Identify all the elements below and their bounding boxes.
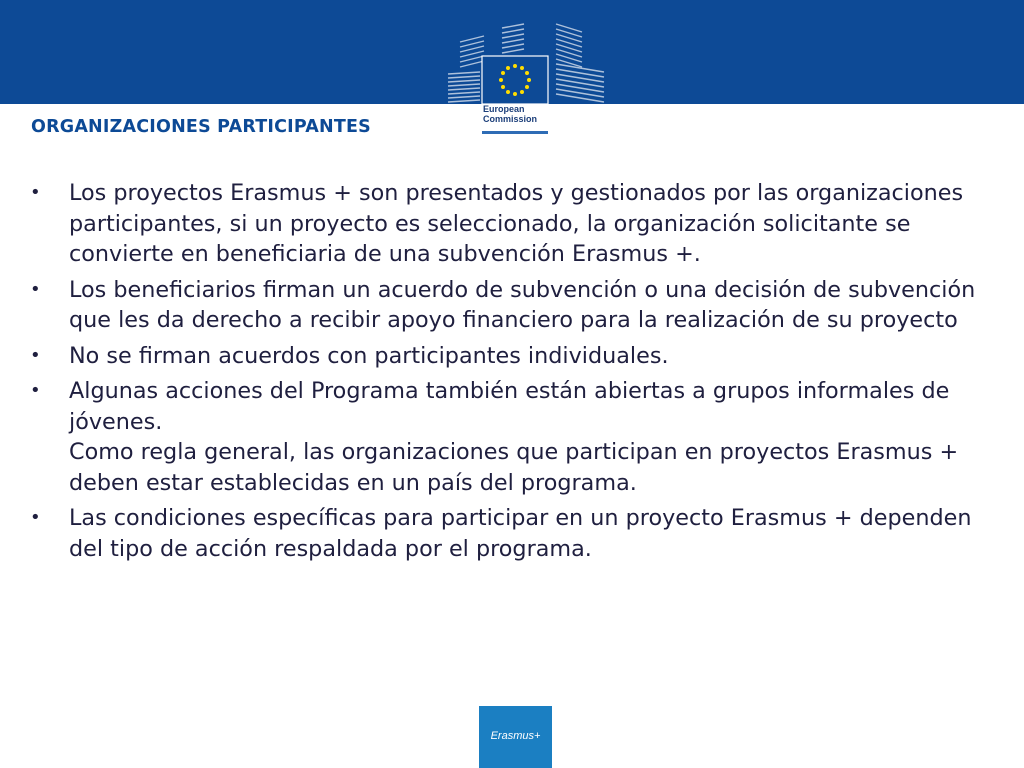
building-flag-icon [444, 22, 608, 104]
bullet-item [30, 178, 1000, 270]
bullet-dot-icon: • [30, 278, 41, 300]
slide-title: ORGANIZACIONES PARTICIPANTES [31, 117, 371, 137]
erasmus-plus-badge [479, 706, 552, 768]
european-commission-logo [444, 22, 608, 142]
bullet-list [30, 178, 1000, 569]
bullet-continuation-text: Como regla general, las organizaciones que participan en proyectos Erasmus + deben estar establecidas en un país del programa. [69, 439, 959, 496]
bullet-dot-icon: • [30, 380, 41, 401]
logo-line-2: Commission [483, 114, 538, 124]
logo-line-1: European [483, 104, 525, 114]
bullet-text: Los proyectos Erasmus + son presentados y gestionados por las organizaciones participantes, si un proyecto es seleccionado, la organización solicitante se convierte en beneficiaria de una subvención Erasmus +. [69, 180, 964, 267]
bullet-item [30, 275, 1000, 336]
bullet-text: No se firman acuerdos con participantes individuales. [69, 342, 669, 369]
bullet-item [30, 341, 1000, 372]
bullet-item [30, 376, 1000, 498]
bullet-text: Las condiciones específicas para participar en un proyecto Erasmus + dependen del tipo de acción respaldada por el programa. [69, 505, 972, 562]
erasmus-plus-label: Erasmus+ [490, 730, 541, 742]
bullet-dot-icon: • [30, 507, 41, 528]
bullet-dot-icon: • [30, 344, 41, 366]
bullet-dot-icon: • [30, 182, 41, 203]
bullet-item [30, 503, 1000, 564]
bullet-text: Los beneficiarios firman un acuerdo de subvención o una decisión de subvención que les da derecho a recibir apoyo financiero para la realización de su proyecto [69, 276, 976, 333]
bullet-text: Algunas acciones del Programa también están abiertas a grupos informales de jóvenes. [69, 378, 950, 435]
logo-text [483, 104, 537, 124]
logo-underline [482, 131, 548, 134]
